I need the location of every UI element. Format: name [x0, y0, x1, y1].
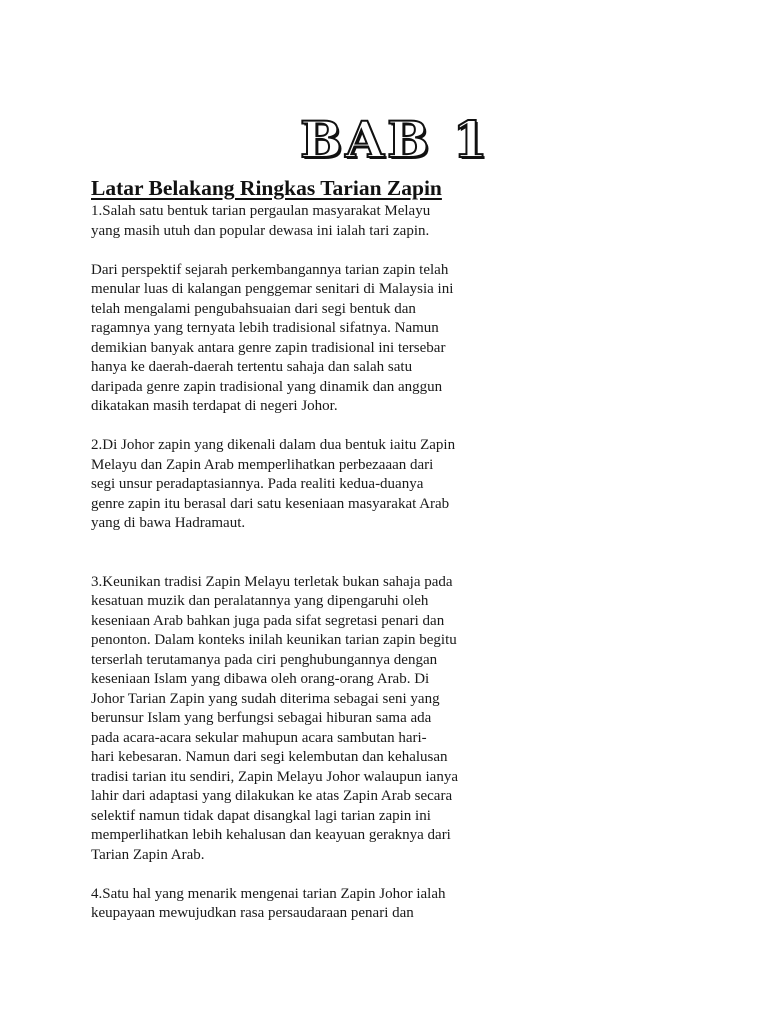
- text-line: yang masih utuh dan popular dewasa ini ialah tari zapin.: [91, 222, 430, 239]
- text-line: daripada genre zapin tradisional yang dinamik dan anggun: [91, 378, 443, 395]
- paragraph-1: [91, 202, 691, 241]
- text-line: menular luas di kalangan penggemar senitari di Malaysia ini: [91, 281, 454, 297]
- text-line: 4.Satu hal yang menarik mengenai tarian Zapin Johor ialah: [91, 885, 446, 902]
- text-line: penonton. Dalam konteks inilah keunikan tarian zapin begitu: [91, 632, 457, 648]
- text-line: berunsur Islam yang berfungsi sebagai hiburan sama ada: [91, 710, 432, 726]
- paragraph-spacer: [91, 534, 691, 573]
- text-line: hanya ke daerah-daerah tertentu sahaja dan salah satu: [91, 359, 413, 375]
- text-line: hari kebesaran. Namun dari segi kelembutan dan kehalusan: [91, 749, 448, 765]
- text-line: kesatuan muzik dan peralatannya yang dipengaruhi oleh: [91, 593, 429, 609]
- text-line: terserlah terutamanya pada ciri penghubungannya dengan: [91, 651, 438, 668]
- text-line: segi unsur peradaptasiannya. Pada realiti kedua-duanya: [91, 476, 424, 492]
- text-line: tradisi tarian itu sendiri, Zapin Melayu Johor walaupun ianya: [91, 768, 458, 785]
- paragraph-3: [91, 436, 691, 534]
- text-line: Tarian Zapin Arab.: [91, 846, 205, 863]
- paragraph-2: [91, 261, 691, 417]
- text-line: pada acara-acara sekular mahupun acara sambutan hari-: [91, 729, 427, 746]
- text-line: selektif namun tidak dapat disangkal lagi tarian zapin ini: [91, 807, 431, 824]
- paragraph-spacer: [91, 241, 691, 261]
- text-line: 3.Keunikan tradisi Zapin Melayu terletak bukan sahaja pada: [91, 573, 453, 590]
- text-line: Johor Tarian Zapin yang sudah diterima sebagai seni yang: [91, 690, 440, 707]
- paragraph-5: [91, 885, 691, 924]
- body-text: [91, 202, 691, 924]
- text-line: keseniaan Islam yang dibawa oleh orang-orang Arab. Di: [91, 671, 430, 687]
- paragraph-spacer: [91, 417, 691, 437]
- text-line: keseniaan Arab bahkan juga pada sifat segretasi penari dan: [91, 612, 445, 629]
- paragraph-spacer: [91, 865, 691, 885]
- paragraph-4: [91, 573, 691, 866]
- text-line: lahir dari adaptasi yang dilakukan ke atas Zapin Arab secara: [91, 788, 453, 804]
- text-line: memperlihatkan lebih kehalusan dan keayuan geraknya dari: [91, 827, 451, 843]
- text-line: genre zapin itu berasal dari satu keseniaan masyarakat Arab: [91, 495, 450, 512]
- text-line: yang di bawa Hadramaut.: [91, 515, 246, 531]
- text-line: 2.Di Johor zapin yang dikenali dalam dua bentuk iaitu Zapin: [91, 437, 456, 453]
- text-line: ragamnya yang ternyata lebih tradisional sifatnya. Namun: [91, 320, 439, 336]
- text-line: Dari perspektif sejarah perkembangannya tarian zapin telah: [91, 261, 449, 278]
- text-line: keupayaan mewujudkan rasa persaudaraan penari dan: [91, 905, 414, 921]
- section-title: Latar Belakang Ringkas Tarian Zapin: [91, 176, 442, 200]
- text-line: Melayu dan Zapin Arab memperlihatkan perbezaaan dari: [91, 456, 434, 473]
- text-line: 1.Salah satu bentuk tarian pergaulan masyarakat Melayu: [91, 203, 431, 219]
- text-line: demikian banyak antara genre zapin tradisional ini tersebar: [91, 339, 446, 356]
- text-line: telah mengalami pengubahsuaian dari segi bentuk dan: [91, 300, 416, 317]
- chapter-heading: BAB 1: [300, 110, 491, 169]
- text-line: dikatakan masih terdapat di negeri Johor.: [91, 398, 338, 414]
